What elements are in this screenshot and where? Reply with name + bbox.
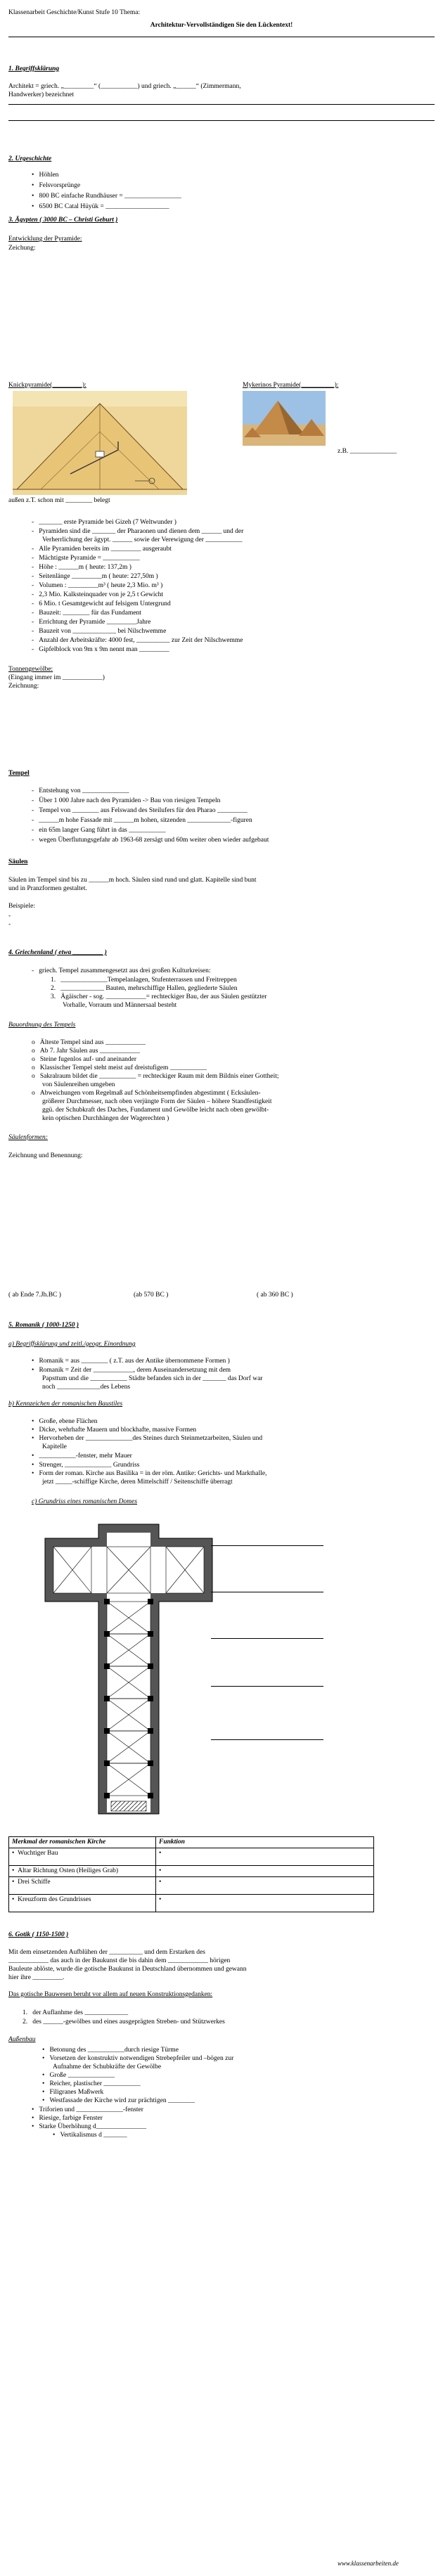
beispiele-label: Beispiele: (8, 903, 35, 910)
tonnen-zeichnung: Zeichnung: (8, 683, 39, 690)
list-item: - _______ erste Pyramide bei Gizeh (7 Weltwunder ) (32, 519, 176, 526)
list-item: - Volumen : _________m³ ( heute 2,3 Mio. m³ ) (32, 582, 163, 589)
list-item: • Romanik = aus ________ ( z.T. aus der Antike übernommene Formen ) (32, 1358, 230, 1365)
list-item: - ______m hohe Fassade mit ______m hohen, sitzenden _____________-figuren (32, 817, 252, 824)
aussen-line: außen z.T. schon mit ________ belegt (8, 497, 110, 504)
s1-line2: Handwerker) bezeichnet (8, 91, 75, 98)
list-item: • ___________-fenster, mehr Mauer (32, 1453, 132, 1460)
list-item: • Riesige, farbige Fenster (32, 2115, 103, 2122)
list-item: • Romanik = Zeit der ____________, deren Auseinandersetzung mit dem (32, 1367, 231, 1374)
list-item: • 6500 BC Catal Hüyük = ___________________ (32, 203, 169, 210)
section-2-heading: 2. Urgeschichte (8, 155, 52, 162)
column-date-2: (ab 570 BC ) (134, 1292, 169, 1299)
blank-dash: - (8, 913, 11, 920)
list-item-cont: ggü. der Schubkraft des Daches, Fundament und Gewölbe leicht nach oben gewölbt- (42, 1107, 269, 1114)
pyramid-section-image (13, 391, 187, 495)
section-5-heading: 5. Romanik ( 1000-1250 ) (8, 1322, 79, 1329)
list-item: - 6 Mio. t Gesamtgewicht auf felsigem Untergrund (32, 600, 171, 607)
list-item: 2. des ______-gewölbes und eines ausgeprägten Streben- und Stützwerkes (23, 2018, 225, 2026)
list-item-cont: Aufnahme der Schubkräfte der Gewölbe (53, 2063, 162, 2071)
list-item: - Über 1 000 Jahre nach den Pyramiden -> Bau von riesigen Tempeln (32, 797, 221, 804)
table-row (9, 1876, 374, 1894)
s1-line1: Architekt = griech. „_________“ (___________) und griech. „______“ (Zimmermann, (8, 83, 241, 90)
list-item: • Strenger, ______________ Grundriss (32, 1462, 140, 1469)
saulenformen-heading: Säulenformen: (8, 1134, 48, 1141)
list-item: - Bauzeit: ________ für das Fundament (32, 610, 141, 617)
table-cell: • Wuchtiger Bau (9, 1848, 156, 1865)
table-cell: • (156, 1876, 374, 1894)
list-item: - 2,3 Mio. Kalksteinquader von je 2,5 t Gewicht (32, 591, 164, 598)
saulen-heading: Säulen (8, 858, 28, 865)
answer-line (211, 1739, 323, 1740)
zb-line: z.B. ______________ (338, 448, 397, 455)
list-item: • Felsvorsprünge (32, 182, 81, 189)
divider (8, 120, 435, 121)
bauordnung-heading: Bauordnung des Tempels (8, 1022, 76, 1029)
list-item: • Dicke, wehrhafte Mauern und blockhafte, massive Formen (32, 1427, 197, 1434)
knick-label: Knickpyramide(_________): (8, 382, 86, 389)
table-header-row (9, 1837, 374, 1848)
list-item: • Starke Überhöhung d_______________ (32, 2123, 146, 2130)
section-1-heading: 1. Begriffsklärung (8, 65, 60, 72)
list-item: - Anzahl der Arbeitskräfte: 4000 fest, __________ zur Zeit der Nilschwemme (32, 637, 243, 644)
mykerinos-label: Mykerinos Pyramide(__________): (243, 382, 339, 389)
list-item: 1. ______________Tempelanlagen, Stufenterrassen und Freitreppen (51, 977, 237, 984)
table-cell: • (156, 1848, 374, 1865)
list-item-cont: Papsttum und die ___________ Städte befanden sich in der _______ das Dorf war (42, 1375, 263, 1382)
s3-sub-entwicklung: Entwicklung der Pyramide: (8, 236, 82, 243)
list-item: • 800 BC einfache Rundhäuser = _________________ (32, 193, 181, 200)
s3-sub-zeichnung: Zeichung: (8, 245, 36, 252)
table-header-cell: Merkmal der romanischen Kirche (9, 1837, 156, 1848)
list-item: • Vorsetzen der konstruktiv notwendigen Strebepfeiler und –bögen zur (42, 2055, 234, 2062)
list-item: Verherrlichung der ägypt. ______ sowie der Verewigung der ___________ (42, 536, 243, 543)
footer-url: www.klassenarbeiten.de (338, 2560, 399, 2567)
list-item: • Form der roman. Kirche aus Basilika = in der röm. Antike: Gerichts- und Markthalle, (32, 1470, 267, 1477)
answer-line (211, 1686, 323, 1687)
list-item: o Älteste Tempel sind aus ____________ (32, 1039, 146, 1046)
list-item: - griech. Tempel zusammengesetzt aus drei großen Kulturkreisen: (32, 967, 211, 974)
list-item: - Pyramiden sind die _______ der Pharaonen und dienen dem ______ und der (32, 528, 244, 535)
list-item: - Bauzeit von _____________ bei Nilschwemme (32, 628, 167, 635)
list-item: 1. der Auflanhme des _____________ (23, 2009, 129, 2016)
list-item-cont: größerer Durchmesser, nach oben verjüngte Form der Säulen – höhere Standfestigkeit (42, 1098, 272, 1105)
list-item: - Seitenlänge _________m ( heute: 227,50m ) (32, 573, 158, 580)
answer-line (211, 1545, 323, 1546)
tempel-heading: Tempel (8, 770, 30, 777)
table-row (9, 1865, 374, 1876)
list-item-cont: noch _____________des Lebens (42, 1384, 131, 1391)
list-item: o Sakralraum bildet die ___________ = rechteckiger Raum mit dem Bildnis einer Gottheit; (32, 1073, 279, 1080)
list-item: • Große ______________ (42, 2072, 115, 2079)
tonnen-line: (Eingang immer im ____________) (8, 674, 105, 681)
blank-dash: - (8, 921, 11, 928)
list-item: • Höhlen (32, 172, 59, 179)
table-cell: • Drei Schiffe (9, 1876, 156, 1894)
list-item-cont: Vorhalle, Vorraum und Männersaal besteht (63, 1002, 177, 1009)
column-date-1: ( ab Ende 7.Jh.BC ) (8, 1292, 61, 1299)
saulen-line2: und in Pranzformen gestaltet. (8, 885, 87, 892)
list-item-cont: Kapitelle (42, 1443, 67, 1450)
s6-p1: Mit dem einsetzenden Aufblühen der __________ und dem Erstarken des (8, 1949, 205, 1956)
s6-p5: Das gotische Bauwesen beruht vor allem auf neuen Konstruktionsgedanken: (8, 1991, 213, 1998)
list-item: - wegen Überflutungsgefahr ab 1963-68 zersägt und 60m weiter oben wieder aufgebaut (32, 837, 269, 844)
list-item: - Höhe : ______m ( heute: 137,2m ) (32, 564, 131, 571)
cathedral-floor-plan (41, 1519, 217, 1824)
list-item: • Vertikalismus d _______ (53, 2132, 127, 2139)
list-item: 3. Ägäischer - sog. ____________= rechteckiger Bau, der aus Säulen gestützter (51, 993, 267, 1000)
zeichnung-benennung: Zeichnung und Benennung: (8, 1152, 83, 1159)
column-date-3: ( ab 360 BC ) (257, 1292, 293, 1299)
s6-p4: hier ihre _________. (8, 1974, 65, 1981)
list-item: - Gipfelblock von 9m x 9m nennt man _________ (32, 646, 169, 653)
saulen-line1: Säulen im Tempel sind bis zu ______m hoch. Säulen sind rund und glatt. Kapitelle sind bunt (8, 877, 257, 884)
list-item: - Errichtung der Pyramide _________Jahre (32, 619, 151, 626)
s5-c-heading: c) Grundriss eines romanischen Domes (32, 1498, 138, 1505)
table-row (9, 1894, 374, 1912)
list-item: - Mächtigste Pyramide = ___________ (32, 555, 140, 562)
divider (8, 104, 435, 105)
s6-p3: Bauleute ablöste, wurde die gotische Baukunst in Deutschland übernommen und gewann (8, 1966, 247, 1973)
s5-a-heading: a) Begriffsklärung und zeitl./geogr. Einordnung (8, 1341, 136, 1348)
answer-line (211, 1638, 323, 1639)
list-item-cont: jetzt _____-schiffige Kirche, deren Mittelschiff / Seitenschiffe überragt (42, 1479, 233, 1486)
aussenbau-heading: Außenbau (8, 2036, 36, 2043)
tonnen-heading: Tonnengewölbe: (8, 666, 53, 673)
page-title: Architektur-Vervollständigen Sie den Lückentext! (150, 22, 293, 29)
list-item: - ein 65m langer Gang führt in das ___________ (32, 827, 166, 834)
list-item: o Abweichungen vom Regelmaß auf Schönheitsempfinden abgestimmt ( Ecksäulen- (32, 1090, 261, 1097)
table-cell: • (156, 1865, 374, 1876)
list-item: • Filigranes Maßwerk (42, 2089, 104, 2096)
mykerinos-pyramid-photo (243, 391, 326, 446)
list-item: • Hervorheben der ______________des Steines durch Steinmetzarbeiten, Säulen und (32, 1435, 263, 1442)
list-item: - Tempel von ________ aus Felswand des Steilufers für den Pharao _________ (32, 807, 248, 814)
header-top: Klassenarbeit Geschichte/Kunst Stufe 10 Thema: (8, 9, 141, 16)
section-3-heading: 3. Ägypten ( 3000 BC – Christi Geburt ) (8, 217, 118, 224)
s6-p2: ____________ das auch in der Baukunst die bis dahin dem ____________ hörigen (8, 1957, 231, 1964)
list-item: • Große, ebene Flächen (32, 1418, 98, 1425)
list-item: - Entstehung von ______________ (32, 787, 129, 794)
list-item: • Westfassade der Kirche wird zur prächtigen ________ (42, 2097, 195, 2104)
list-item: • Triforien und ______________-fenster (32, 2106, 143, 2113)
table-cell: • (156, 1894, 374, 1912)
table-cell: • Altar Richtung Osten (Heiliges Grab) (9, 1865, 156, 1876)
list-item-cont: von Säulenreihen umgeben (42, 1081, 115, 1088)
list-item: 2. _____________ Bauten, mehrschiffige Hallen, gegliederte Säulen (51, 985, 238, 992)
list-item: o Ab 7. Jahr Säulen aus ____________ (32, 1048, 140, 1055)
list-item: o Klassischer Tempel steht meist auf dreistufigem ___________ (32, 1064, 207, 1071)
table-header-cell: Funktion (156, 1837, 374, 1848)
s5-b-heading: b) Kennzeichen der romanischen Baustiles (8, 1400, 123, 1408)
section-6-heading: 6. Gotik ( 1150-1500 ) (8, 1931, 69, 1938)
list-item: o Steine fugenlos auf- und aneinander (32, 1056, 137, 1063)
list-item: • Reicher, plastischer ___________ (42, 2080, 141, 2087)
romanesque-features-table (8, 1836, 374, 1912)
table-row (9, 1848, 374, 1865)
list-item: - Alle Pyramiden bereits im _________ ausgeraubt (32, 546, 172, 553)
list-item: • Betonung des ___________durch riesige Türme (42, 2047, 179, 2054)
section-4-heading: 4. Griechenland ( etwa _________ ) (8, 949, 107, 956)
table-cell: • Kreuzform des Grundrisses (9, 1894, 156, 1912)
list-item-cont: kein optischen Durchhängen der Wagerechten ) (42, 1115, 169, 1122)
